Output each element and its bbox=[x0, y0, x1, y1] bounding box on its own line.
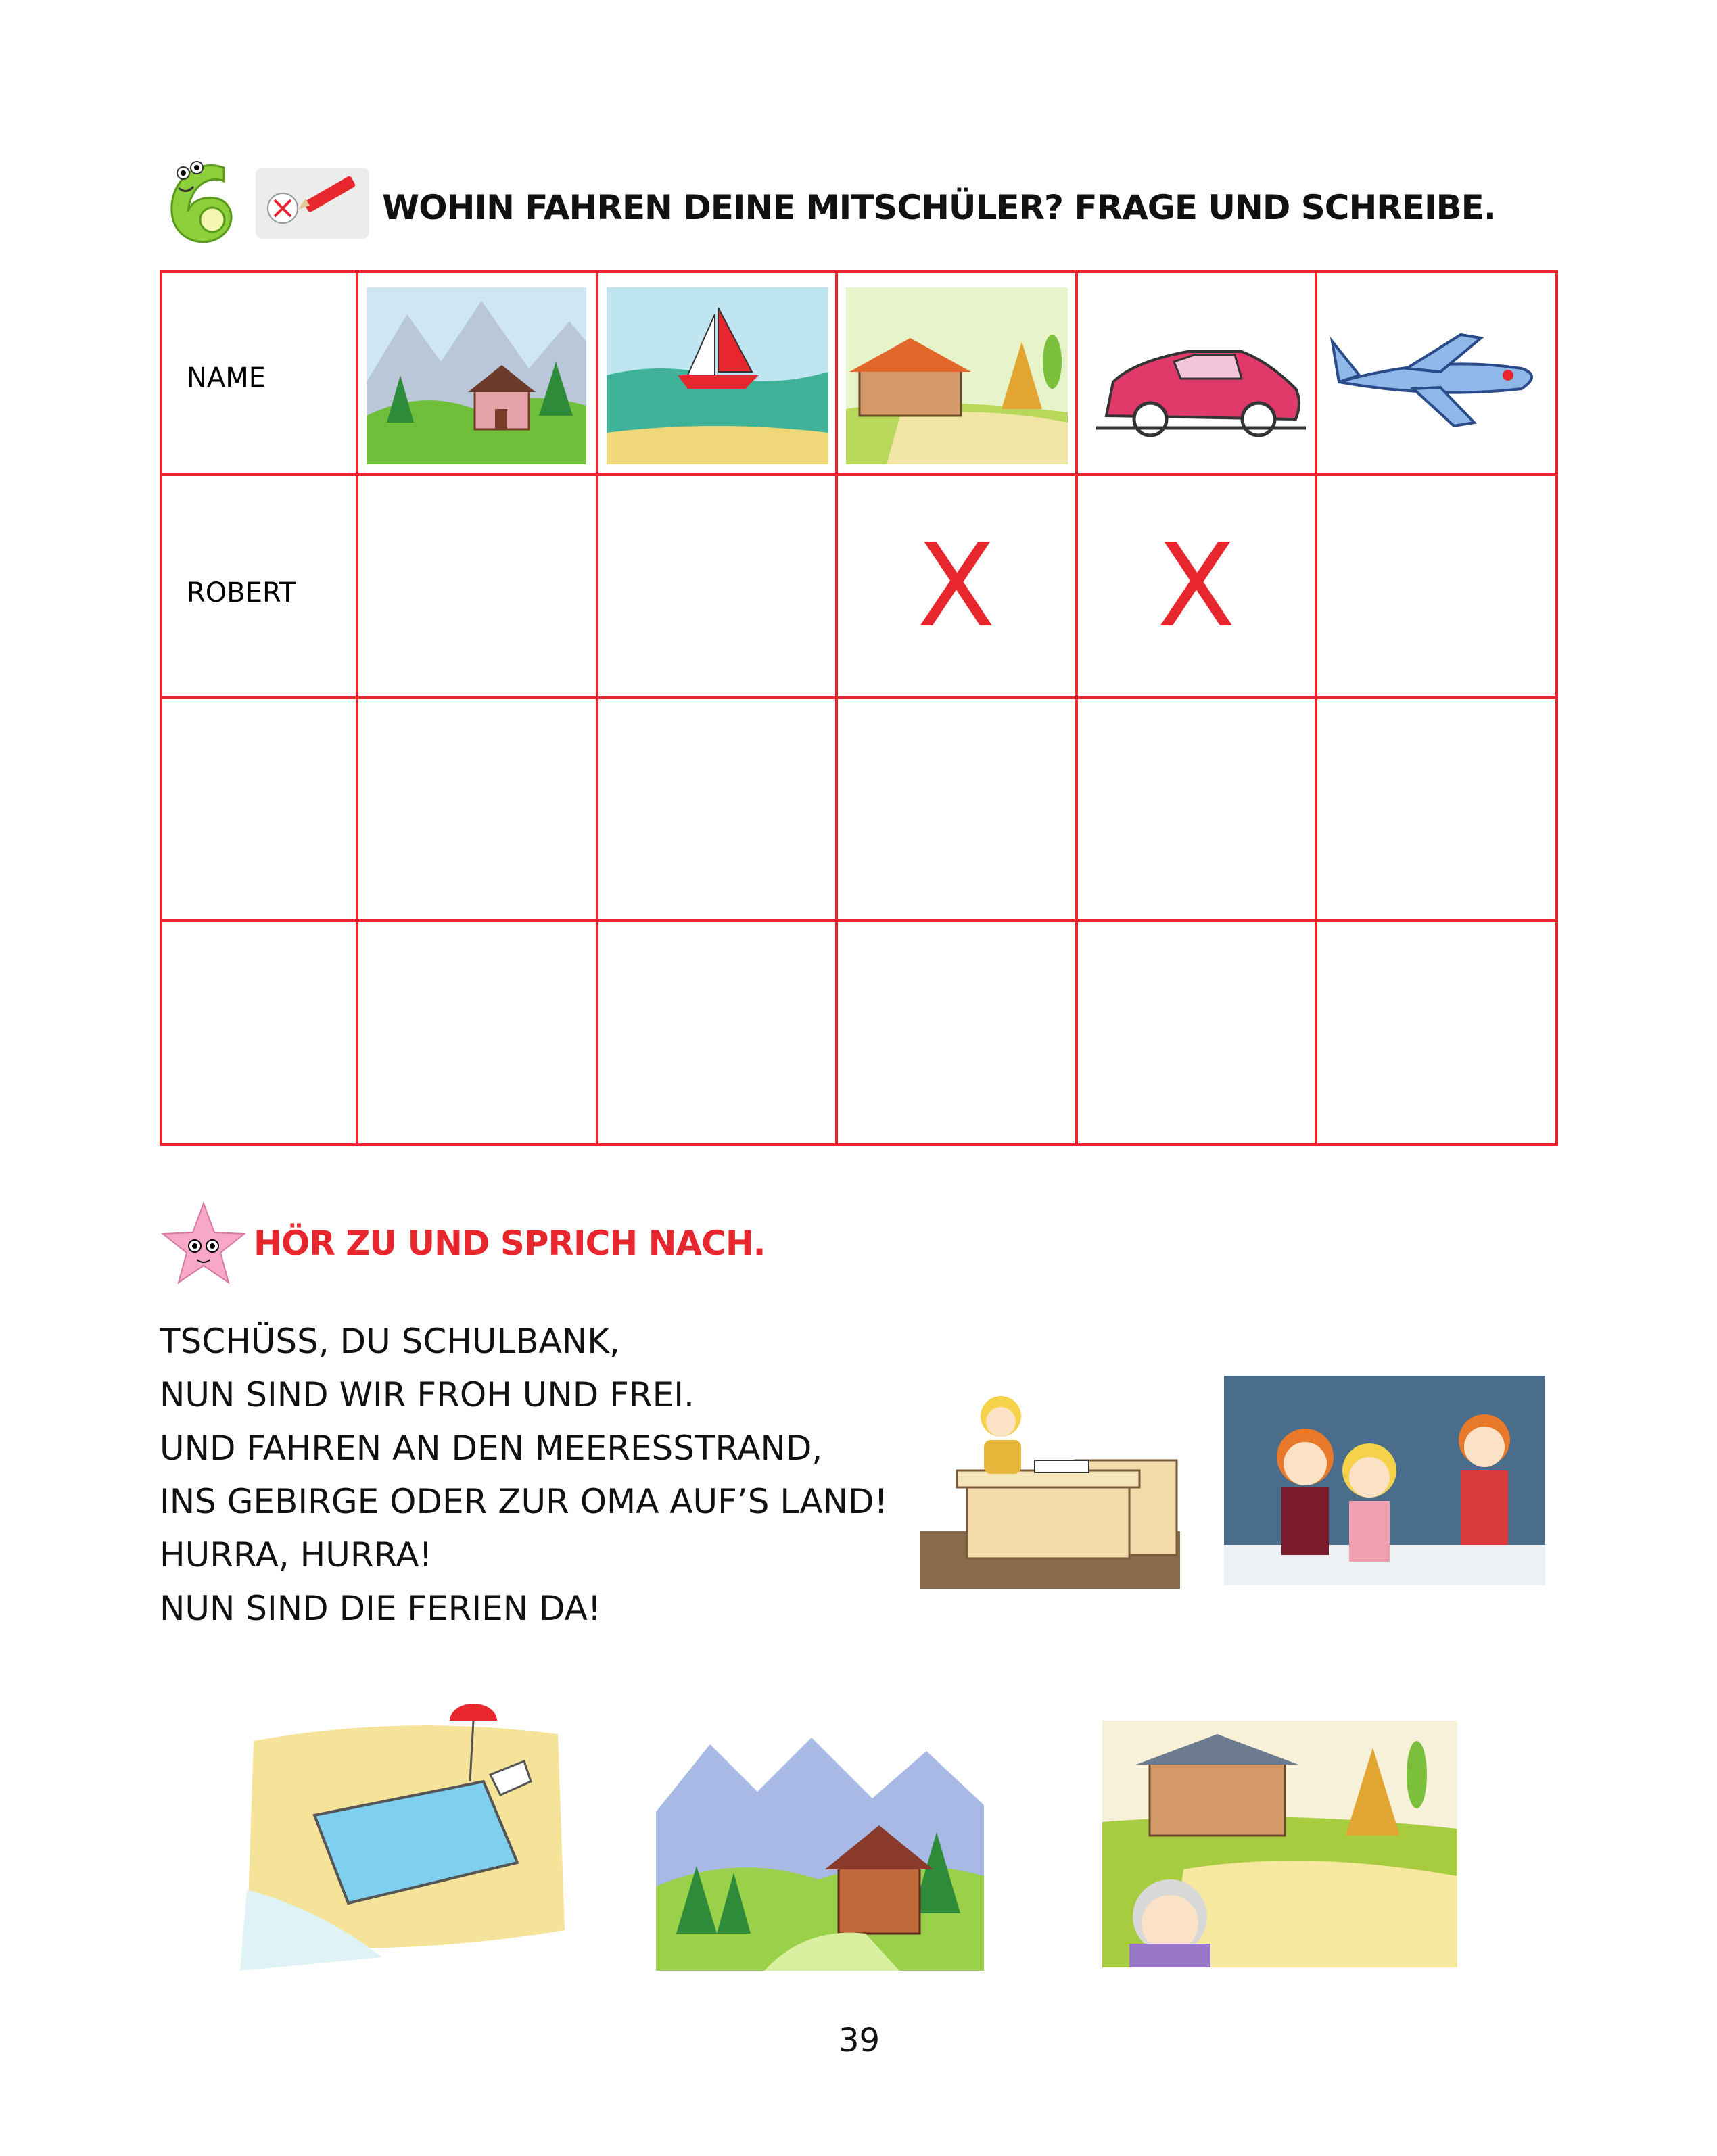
header-name-label: NAME bbox=[187, 362, 266, 393]
poem-line: INS GEBIRGE ODER ZUR OMA AUF’S LAND! bbox=[160, 1482, 888, 1521]
exercise-number-6-icon bbox=[160, 154, 248, 249]
poem-line: UND FAHREN AN DEN MEERESSTRAND, bbox=[160, 1429, 823, 1468]
mountains-icon bbox=[367, 287, 586, 464]
row-name-label: ROBERT bbox=[187, 577, 296, 608]
countryside-farmhouse-icon bbox=[846, 287, 1068, 464]
poem-line: NUN SIND WIR FROH UND FREI. bbox=[160, 1375, 695, 1414]
mountain-cabin-illustration bbox=[656, 1731, 984, 1971]
poem-line: HURRA, HURRA! bbox=[160, 1535, 433, 1575]
poem-line: NUN SIND DIE FERIEN DA! bbox=[160, 1589, 601, 1628]
poem-line: TSCHÜSS, DU SCHULBANK, bbox=[160, 1322, 620, 1361]
listening-title: HÖR ZU UND SPRICH NACH. bbox=[254, 1224, 766, 1263]
grandma-farmhouse-illustration bbox=[1102, 1721, 1457, 1967]
airplane-icon bbox=[1332, 335, 1532, 426]
check-mark: X bbox=[916, 519, 996, 653]
car-icon bbox=[1096, 352, 1306, 435]
beach-pool-illustration bbox=[240, 1687, 568, 1971]
task-title: WOHIN FAHREN DEINE MITSCHÜLER? FRAGE UND SCHREIBE. bbox=[382, 188, 1496, 227]
check-mark: X bbox=[1156, 519, 1236, 653]
poem bbox=[160, 1315, 888, 1635]
girl-at-school-desk-illustration bbox=[920, 1376, 1180, 1589]
sea-sailboat-icon bbox=[607, 287, 828, 464]
page-number: 39 bbox=[839, 2021, 880, 2059]
survey-table bbox=[160, 270, 1558, 1146]
pencil-check-icon bbox=[256, 168, 369, 239]
happy-children-illustration bbox=[1224, 1376, 1545, 1585]
star-icon bbox=[160, 1200, 248, 1288]
